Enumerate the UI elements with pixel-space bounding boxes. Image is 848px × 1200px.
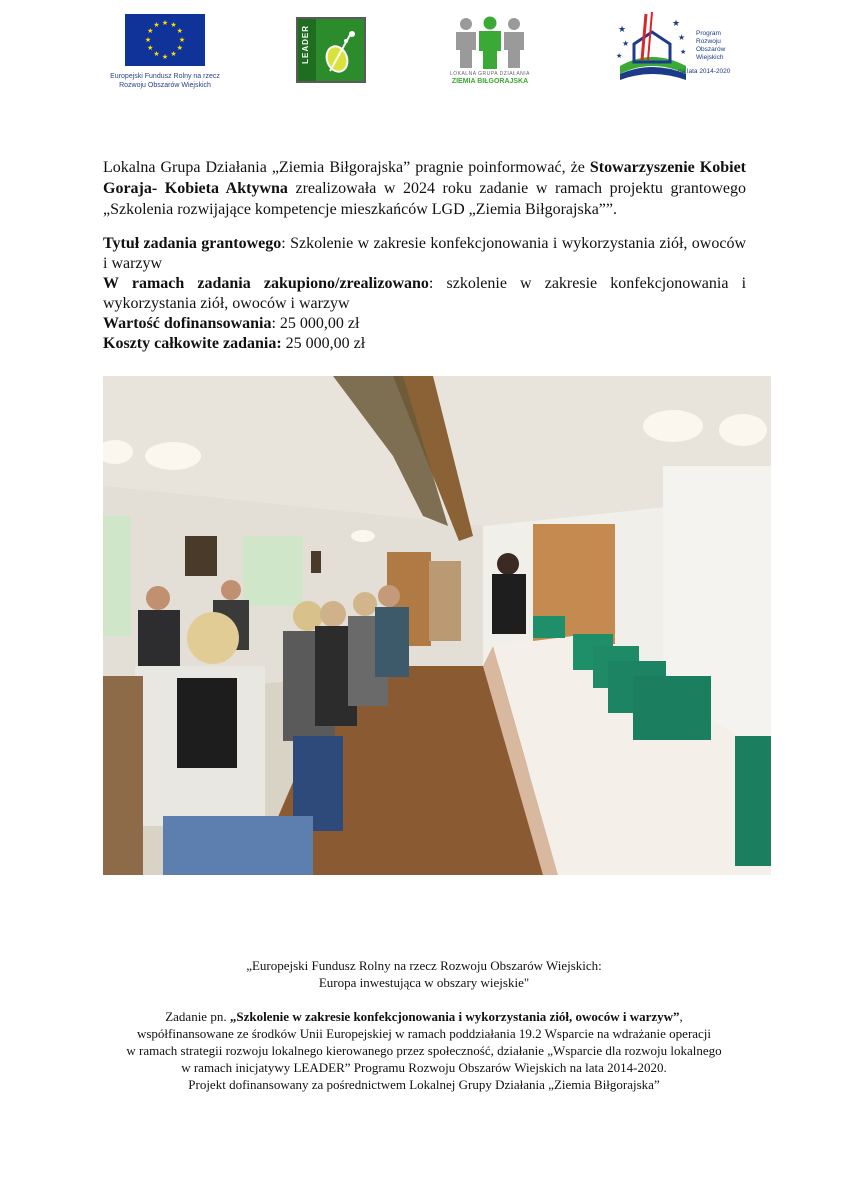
eu-star-icon: ★ bbox=[170, 20, 177, 29]
organization-name: Stowarzyszenie Kobiet Goraja- Kobieta Aktywna bbox=[103, 159, 747, 197]
task-name-line bbox=[80, 1008, 768, 1025]
eu-star-icon: ★ bbox=[178, 35, 186, 44]
prow-logo-text bbox=[696, 30, 725, 62]
eu-star-icon: ★ bbox=[153, 50, 160, 59]
intro-text-part-1: Lokalna Grupa Działania „Ziemia Biłgorajska” pragnie poinformować, że bbox=[103, 159, 590, 176]
funding-footer bbox=[80, 957, 768, 1093]
purchase-label: W ramach zadania zakupiono/zrealizowano bbox=[103, 275, 429, 292]
eu-star-icon: ★ bbox=[170, 50, 177, 59]
intro-paragraph bbox=[103, 157, 746, 220]
svg-text:★: ★ bbox=[678, 33, 686, 42]
funding-value: : 25 000,00 zł bbox=[271, 315, 360, 332]
svg-text:★: ★ bbox=[616, 52, 623, 60]
leader-logo bbox=[296, 17, 366, 83]
total-cost-value: 25 000,00 zł bbox=[281, 335, 366, 352]
eu-star-icon: ★ bbox=[153, 20, 160, 29]
training-room-illustration bbox=[103, 376, 771, 875]
svg-text:★: ★ bbox=[672, 18, 681, 28]
eu-caption-line-1: Europejski Fundusz Rolny na rzecz bbox=[110, 73, 220, 80]
eu-star-icon: ★ bbox=[176, 27, 183, 35]
eu-star-icon: ★ bbox=[147, 27, 154, 35]
task-comma: , bbox=[679, 1009, 683, 1024]
lgd-name-caption: ZIEMIA BIŁGORAJSKA bbox=[451, 78, 529, 85]
cofinancing-line: współfinansowane ze środków Unii Europejskiej w ramach poddziałania 19.2 Wsparcie na wdrażanie operacji bbox=[136, 1026, 712, 1041]
task-name: „Szkolenie w zakresie konfekcjonowania i wykorzystania ziół, owoców i warzyw” bbox=[229, 1009, 680, 1024]
people-icon bbox=[448, 16, 532, 70]
eu-star-icon: ★ bbox=[144, 35, 152, 44]
svg-text:★: ★ bbox=[622, 39, 630, 48]
svg-text:★: ★ bbox=[618, 24, 627, 34]
eu-flag-icon bbox=[125, 14, 205, 66]
logo-bar bbox=[0, 0, 848, 110]
grant-details bbox=[103, 234, 746, 354]
total-cost-row bbox=[103, 334, 746, 354]
funding-label: Wartość dofinansowania bbox=[103, 315, 272, 332]
purchase-row bbox=[103, 274, 746, 314]
footer-gap bbox=[80, 991, 768, 1008]
prow-line-1: Program bbox=[696, 30, 721, 37]
leader-initiative-line: w ramach inicjatywy LEADER” Programu Rozwoju Obszarów Wiejskich na lata 2014-2020. bbox=[181, 1060, 667, 1075]
task-title-row bbox=[103, 234, 746, 274]
svg-text:★: ★ bbox=[680, 48, 687, 56]
lgd-ziemia-bilgorajska-logo bbox=[440, 16, 540, 88]
eu-logo-caption bbox=[102, 72, 228, 90]
eu-agricultural-fund-logo bbox=[102, 14, 228, 90]
intro-text-part-2: zrealizowała w 2024 roku zadanie w ramach projektu grantowego „Szkolenia rozwijające kompetencje mieszkańców LGD „Ziemia Biłgorajska””. bbox=[103, 180, 747, 218]
eu-caption-line-2: Rozwoju Obszarów Wiejskich bbox=[119, 82, 211, 89]
eu-star-icon: ★ bbox=[161, 18, 169, 27]
fund-line-2: Europa inwestująca w obszary wiejskie" bbox=[318, 975, 530, 990]
task-title-label: Tytuł zadania grantowego bbox=[103, 235, 282, 252]
leader-logo-text: LEADER bbox=[301, 25, 310, 64]
project-financed-line: Projekt dofinansowany za pośrednictwem Lokalnej Grupy Działania „Ziemia Biłgorajska” bbox=[188, 1077, 660, 1092]
task-title-value: : Szkolenie w zakresie konfekcjonowania i wykorzystania ziół, owoców i warzyw bbox=[103, 235, 746, 272]
training-photo bbox=[103, 376, 771, 875]
prow-line-2: Rozwoju bbox=[696, 38, 721, 45]
strategy-line: w ramach strategii rozwoju lokalnego kierowanego przez społeczność, działanie „Wsparcie dla rozwoju lokalnego bbox=[126, 1043, 722, 1058]
prow-years: na lata 2014-2020 bbox=[678, 68, 731, 75]
fund-line-1: „Europejski Fundusz Rolny na rzecz Rozwoju Obszarów Wiejskich: bbox=[246, 958, 602, 973]
prow-2014-2020-logo bbox=[612, 10, 742, 82]
total-cost-label: Koszty całkowite zadania: bbox=[103, 335, 282, 352]
eu-star-icon: ★ bbox=[161, 52, 169, 61]
purchase-value: : szkolenie w zakresie konfekcjonowania i wykorzystania ziół, owoców i warzyw bbox=[103, 275, 747, 312]
prow-line-3: Obszarów bbox=[696, 46, 726, 53]
eu-star-icon: ★ bbox=[147, 44, 154, 52]
funding-row bbox=[103, 314, 746, 334]
eu-star-icon: ★ bbox=[176, 44, 183, 52]
task-prefix: Zadanie pn. bbox=[165, 1009, 230, 1024]
prow-line-4: Wiejskich bbox=[696, 54, 724, 61]
leaf-icon bbox=[320, 27, 360, 75]
lgd-small-caption: LOKALNA GRUPA DZIAŁANIA bbox=[449, 71, 531, 77]
